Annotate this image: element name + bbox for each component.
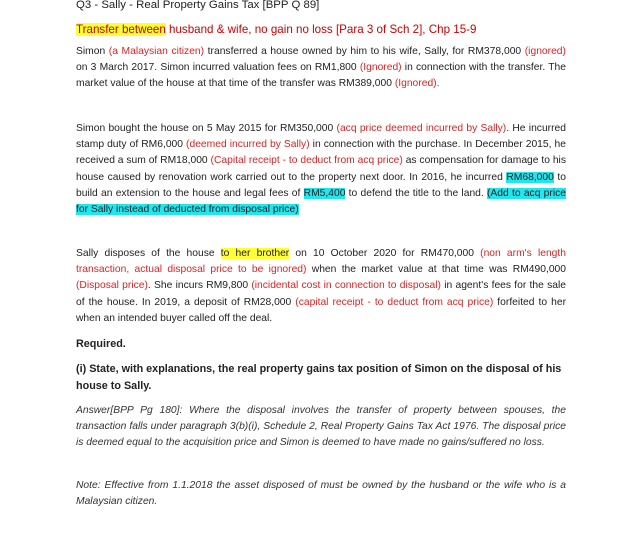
annotation: (Capital receipt - to deduct from acq price) (210, 155, 403, 167)
text: on 10 October 2020 for RM470,000 (289, 248, 481, 259)
highlight: RM68,000 (506, 171, 554, 183)
text: Simon (76, 46, 109, 57)
annotation: (deemed incurred by Sally) (186, 139, 310, 151)
highlight: to her brother (220, 248, 290, 259)
question-text: (i) State, with explanations, the real property gains tax position of Simon on the disposal of his house to Sally. (76, 363, 562, 392)
text: on 3 March 2017. Simon incurred valuation fees on RM1,800 (76, 62, 360, 74)
text: . He incurred stamp duty of RM6,000 (76, 123, 566, 151)
section-heading (76, 22, 476, 37)
annotation: (a Malaysian citizen) (108, 46, 205, 57)
text: to defend the title to the land. (345, 187, 487, 199)
required-label: Required. (76, 338, 126, 350)
text: forfeited to her when an intended buyer called off the deal. (76, 296, 566, 324)
annotation: (Ignored). (394, 78, 440, 90)
annotation: (acq price deemed incurred by Sally) (336, 123, 507, 134)
annotation: (Disposal price) (76, 280, 148, 292)
text: transferred a house owned by him to his wife, Sally, for RM378,000 (204, 46, 525, 57)
text: as compensation for damage to his house caused by renovation work carried out to the property next door. In 2016, he incurred (76, 155, 566, 183)
annotation: (capital receipt - to deduct from acq price) (295, 296, 494, 308)
text: . She incurs RM9,800 (147, 280, 252, 292)
text: in agent's fees for the sale of the house. In 2019, a deposit of RM28,000 (76, 280, 566, 308)
answer-text: Answer[BPP Pg 180]: Where the disposal involves the transfer of property between spouses, the transaction falls under paragraph 3(b)(i), Schedule 2, Real Property Gains Tax Act 1976. The disposal price is deemed equal to the acquisition price and Simon is deemed to have made no gains/suffered no loss. (76, 405, 566, 449)
paragraph-acquisition (76, 121, 566, 218)
heading-highlight: Transfer between (76, 23, 166, 36)
note-text: Note: Effective from 1.1.2018 the asset disposed of must be owned by the husband or the wife who is a Malaysian citizen. (76, 480, 566, 508)
highlight: (Add to acq price for Sally instead of deducted from disposal price) (76, 187, 566, 216)
annotation: (Ignored) (359, 62, 402, 74)
text: when the market value at that time was RM490,000 (306, 264, 566, 276)
question-title: Q3 - Sally - Real Property Gains Tax [BPP Q 89] (76, 0, 320, 11)
text: Simon bought the house on 5 May 2015 for RM350,000 (76, 123, 337, 134)
highlight: RM5,400 (303, 187, 346, 199)
text: in connection with the purchase. In December 2015, he received a sum of RM18,000 (76, 139, 566, 167)
annotation: (ignored) (524, 46, 566, 57)
paragraph-transfer (76, 44, 566, 93)
annotation: (non arm's length transaction, actual disposal price to be ignored) (76, 248, 566, 276)
text: in connection with the transfer. The market value of the house at that time of the transfer was RM389,000 (76, 62, 566, 90)
annotation: (incidental cost in connection to disposal) (251, 280, 441, 292)
text: to build an extension to the house and legal fees of (76, 171, 566, 199)
text: Sally disposes of the house (76, 248, 221, 259)
heading-rest: husband & wife, no gain no loss [Para 3 of Sch 2], Chp 15-9 (165, 23, 477, 36)
paragraph-disposal (76, 246, 566, 327)
